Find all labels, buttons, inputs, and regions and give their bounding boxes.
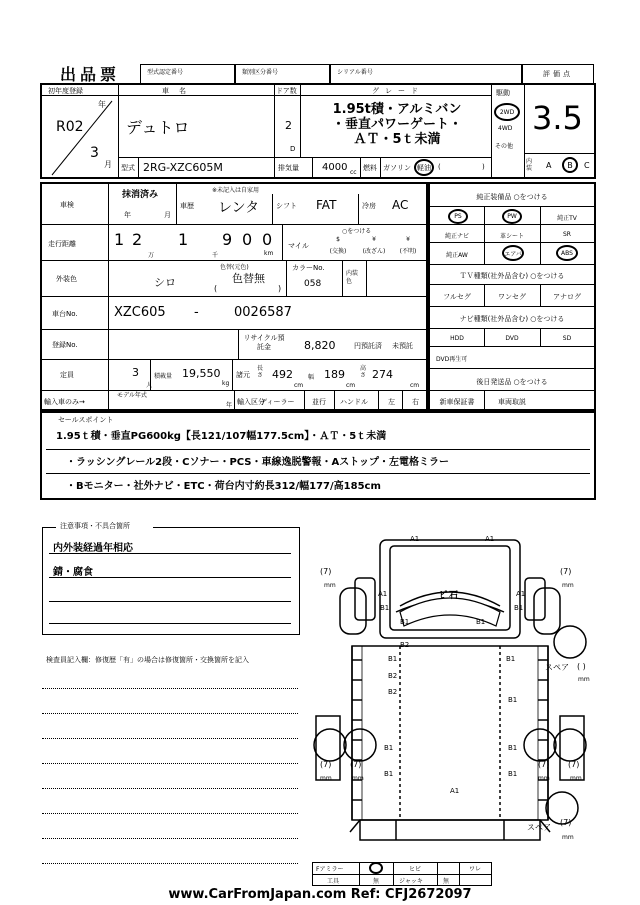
category-number-box xyxy=(235,64,330,84)
notes-box xyxy=(42,527,300,635)
navi-sd: SD xyxy=(562,335,572,342)
original-color: 色替無 xyxy=(232,272,265,285)
details-block xyxy=(40,182,428,411)
spare-bottom-unit: mm xyxy=(562,834,574,841)
rear-bumper xyxy=(360,820,540,840)
tire-depth-rear-right-outer-value: 7 xyxy=(571,760,577,769)
serial-number-label: シリアル番号 xyxy=(337,69,373,76)
mileage-opt2: (改ざん) xyxy=(362,248,386,255)
width-label: 幅 xyxy=(308,374,315,381)
reg-year-unit: 年 xyxy=(98,100,106,109)
ac-value: AC xyxy=(392,198,409,212)
page-title: 出品票 xyxy=(60,65,121,84)
inspection-status: 抹消済み xyxy=(122,190,159,200)
mileage-opt2-symbol: ¥ xyxy=(372,236,376,243)
grade-line-3: ＡＴ・5ｔ未満 xyxy=(353,132,441,147)
score-label: 評価点 xyxy=(543,70,573,78)
mileage-digit-5: 0 xyxy=(242,230,253,249)
history-value: レンタ xyxy=(218,200,260,216)
chassis-prefix: XZC605 xyxy=(114,305,166,320)
drive-other: その他 xyxy=(495,143,514,150)
inspection-year-unit: 年 xyxy=(124,211,131,219)
jack-label: ジャッキ xyxy=(399,878,423,885)
inspection-month-unit: 月 xyxy=(164,211,171,219)
grade-text xyxy=(304,102,490,147)
tire-depth-rear-left-outer: (7) xyxy=(320,760,332,769)
front-right-wheel xyxy=(534,588,560,634)
tire-depth-rear-right-outer-unit: mm xyxy=(570,775,582,782)
shift-value: FAT xyxy=(316,198,337,212)
tire-depth-front-left-value: 7 xyxy=(323,567,329,576)
rear-right-outer-wheel xyxy=(554,729,586,761)
vehicle-name-label: 車名 xyxy=(162,87,196,95)
tire-depth-rear-left-outer-unit: mm xyxy=(320,775,332,782)
registration-no-label: 登録No. xyxy=(52,341,78,349)
reg-era-year: R02 xyxy=(56,119,84,135)
width-unit: cm xyxy=(346,382,356,389)
dmg-b1-body-right-2: B1 xyxy=(508,696,518,704)
interior-grade-a: A xyxy=(546,161,552,170)
equipment-block xyxy=(428,182,596,411)
history-label: 車歴 xyxy=(180,202,194,210)
rear-left-outer-wheel xyxy=(314,729,346,761)
door-suffix: D xyxy=(290,145,296,153)
rear-left-side-bar xyxy=(316,716,340,780)
left-mirror xyxy=(355,578,375,620)
grade-line-1: 1.95t積・アルミバン xyxy=(332,102,462,117)
model-year-label: モデル年式 xyxy=(117,392,147,399)
handle-label: ハンドル xyxy=(340,398,368,406)
ware-label: ワレ xyxy=(469,866,482,873)
rear-right-side-bar xyxy=(560,716,584,780)
mileage-label: 走行距離 xyxy=(48,240,76,248)
right-mirror xyxy=(525,578,545,620)
tire-depth-rear-left-inner-value: 7 xyxy=(353,760,359,769)
doors-label: ドア数 xyxy=(276,87,297,95)
chassis-number: 0026587 xyxy=(234,305,292,320)
dmg-b1-body-right-3: B1 xyxy=(508,744,518,752)
spare-top-unit: mm xyxy=(578,676,590,683)
equip-navi: 純正ナビ xyxy=(444,233,469,240)
f-mirror-circle-icon xyxy=(369,862,383,874)
tire-depth-front-left: (7) xyxy=(320,567,332,576)
dmg-b2-body-3: B2 xyxy=(388,688,398,696)
private-use-notice: ※未記入は自家用 xyxy=(212,187,260,194)
original-color-paren-open: ( xyxy=(214,284,218,293)
spec-label: 諸元 xyxy=(236,371,250,379)
interior-grade-b-circled: B xyxy=(562,157,578,173)
mileage-man-unit: 万 xyxy=(148,252,155,259)
interior-grade-c: C xyxy=(584,161,590,170)
warranty-book: 新車保証書 xyxy=(439,398,475,406)
dmg-b1-body-right-4: B1 xyxy=(508,770,518,778)
tv-fullseg: フルセグ xyxy=(443,293,471,301)
tv-oneseg: ワンセグ xyxy=(498,293,526,301)
load-unit: kg xyxy=(222,380,230,387)
serial-number-box xyxy=(330,64,522,84)
original-color-label: 色替(元色) xyxy=(220,264,249,271)
interior-color-label: 内装色 xyxy=(346,270,359,285)
color-code: 058 xyxy=(304,279,322,289)
mileage-km-unit: km xyxy=(264,250,274,257)
tire-depth-front-right: (7) xyxy=(560,567,572,576)
capacity-unit: 人 xyxy=(146,382,153,389)
ac-label: 冷房 xyxy=(362,202,376,210)
displacement-value: 4000 xyxy=(322,162,348,173)
equip-aw: 純正AW xyxy=(446,252,468,259)
selling-points-block xyxy=(40,411,596,500)
interior-grade-label: 内装 xyxy=(526,158,533,172)
selling-point-line-3: ・Bモニター・社外ナビ・ETC・荷台内寸約長312/幅177/高185cm xyxy=(66,481,381,492)
import-dealer: ディーラー xyxy=(260,398,295,406)
dmg-b1-body-left-1: B1 xyxy=(388,655,398,663)
dmg-b2-body-2: B2 xyxy=(388,672,398,680)
chassis-label: 車台No. xyxy=(52,310,78,318)
dmg-b1-cab-left: B1 xyxy=(400,618,410,626)
height-label: 高さ xyxy=(360,365,367,379)
equip-ps-circled: PS xyxy=(448,209,468,224)
damage-diagram xyxy=(300,520,600,870)
dmg-a1-rear: A1 xyxy=(450,787,460,795)
length-value: 492 xyxy=(272,368,293,381)
drive-4wd: 4WD xyxy=(498,125,513,132)
width-value: 189 xyxy=(324,368,345,381)
tire-depth-rear-right-inner: (7) xyxy=(538,760,550,769)
equipment-title: 純正装備品 ○をつける xyxy=(476,193,548,201)
watermark: www.CarFromJapan.com Ref: CFJ2672097 xyxy=(168,887,472,902)
recycle-amount: 8,820 xyxy=(304,339,336,352)
tv-analog: アナログ xyxy=(553,293,581,301)
dmg-a1-front-right: A1 xyxy=(485,535,495,543)
later-shipping-title: 後日発送品 ○をつける xyxy=(476,378,548,386)
length-unit: cm xyxy=(294,382,304,389)
model-designation-box xyxy=(140,64,235,84)
tool-none: 無 xyxy=(373,878,380,885)
recycle-label: リサイクル預託金 xyxy=(243,334,285,351)
displacement-unit: cc xyxy=(350,169,357,176)
recycle-status-not-deposited: 未預託 xyxy=(392,342,413,350)
rear-right-inner-wheel xyxy=(524,729,556,761)
vehicle-manual: 車両取説 xyxy=(498,398,526,406)
color-code-label: カラーNo. xyxy=(292,264,325,272)
spare-label-bottom: スペア xyxy=(527,823,551,832)
original-color-paren-close: ) xyxy=(278,284,282,293)
grade-label: グレード xyxy=(372,87,424,95)
equip-tv: 純正TV xyxy=(557,215,577,222)
dmg-b1-body-left-3: B1 xyxy=(384,770,394,778)
length-label: 長さ xyxy=(257,365,264,379)
dmg-a1-right: A1 xyxy=(516,590,526,598)
import-only-label: 輸入車のみ→ xyxy=(44,398,85,406)
note-line-1: 内外装経過年相応 xyxy=(53,543,133,554)
spare-label-top: スペア xyxy=(545,663,569,672)
door-count: 2 xyxy=(285,119,292,132)
notes-label: 注意事項・不具合箇所 xyxy=(60,522,130,530)
exterior-color: シロ xyxy=(154,276,176,289)
load-label: 積載量 xyxy=(154,373,173,380)
tire-depth-front-right-value: 7 xyxy=(563,567,569,576)
selling-point-line-1: 1.95ｔ積・垂直PG600kg【長121/107幅177.5cm】・ＡＴ・5ｔ未満 xyxy=(56,431,387,442)
front-left-wheel xyxy=(340,588,366,634)
spare-wheel-top xyxy=(554,626,586,658)
crack-label: ヒビ xyxy=(409,866,422,873)
fuel-other-close: ) xyxy=(482,163,485,171)
selling-point-line-2: ・ラッシングレール2段・Cソナー・PCS・車線逸脱警報・Aストップ・左電格ミラー xyxy=(66,457,449,468)
mileage-opt3-symbol: ¥ xyxy=(406,236,410,243)
tool-label: 工具 xyxy=(327,878,340,885)
shift-label: シフト xyxy=(276,202,297,210)
equip-leather: 革シート xyxy=(499,233,524,240)
fuel-other-open: ( xyxy=(438,163,441,171)
height-value: 274 xyxy=(372,368,393,381)
load-value: 19,550 xyxy=(182,367,221,380)
tire-depth-rear-left-inner-unit: mm xyxy=(352,775,364,782)
navi-type-title: ナビ種類(社外品含む) ○をつける xyxy=(459,315,565,323)
import-parallel: 並行 xyxy=(312,398,326,406)
mileage-sen-unit: 千 xyxy=(212,252,219,259)
tire-depth-front-right-unit: mm xyxy=(562,582,574,589)
handle-right: 右 xyxy=(412,398,419,406)
mileage-circle-instruction: ○をつける xyxy=(342,228,372,235)
dmg-b1-left: B1 xyxy=(380,604,390,612)
bottom-check-table xyxy=(312,862,492,886)
navi-dvd: DVD xyxy=(505,335,519,342)
mileage-opt3: (不明) xyxy=(399,248,417,255)
fuel-label: 燃料 xyxy=(363,164,377,172)
spare-depth-bottom-value: 7 xyxy=(563,818,569,827)
mileage-digit-2: 2 xyxy=(132,230,143,249)
tire-depth-rear-left-outer-value: 7 xyxy=(323,760,329,769)
mileage-digit-3: 1 xyxy=(178,230,189,249)
tire-depth-rear-right-inner-unit: mm xyxy=(538,775,550,782)
mileage-opt1-symbol: $ xyxy=(336,236,340,243)
dmg-b1-body-right-1: B1 xyxy=(506,655,516,663)
drive-label: 駆動 xyxy=(496,89,510,97)
mileage-digit-6: 0 xyxy=(262,230,273,249)
model-label: 型式 xyxy=(121,164,135,172)
reg-month-unit: 月 xyxy=(104,160,112,169)
tire-depth-rear-left-inner: (7) xyxy=(350,760,362,769)
tv-type-title: ＴＶ種類(社外品含む) ○をつける xyxy=(459,272,565,280)
spare-depth-bottom: (7) xyxy=(560,818,572,827)
note-line-2: 錆・腐食 xyxy=(53,567,93,578)
rear-left-inner-wheel xyxy=(344,729,376,761)
mileage-digit-4: 9 xyxy=(222,230,233,249)
category-number-label: 類別区分番号 xyxy=(242,69,279,76)
equip-pw-circled: PW xyxy=(502,209,522,224)
tire-depth-rear-right-inner-value: 7 xyxy=(541,760,547,769)
fuel-gasoline: ガソリン xyxy=(383,164,411,172)
mileage-opt1: (交換) xyxy=(329,248,347,255)
tire-depth-front-left-unit: mm xyxy=(324,582,336,589)
vehicle-name: デュトロ xyxy=(126,118,190,137)
dmg-b2-body-1: B2 xyxy=(400,641,410,649)
grade-line-2: ・垂直パワーゲート・ xyxy=(331,117,462,132)
drive-2wd-circled: 2WD xyxy=(494,103,520,121)
exterior-color-label: 外装色 xyxy=(56,275,77,283)
jack-none: 無 xyxy=(443,878,450,885)
score-header-box xyxy=(522,64,594,84)
recycle-status-deposited: 円預託済 xyxy=(354,342,382,350)
equip-abs-circled: ABS xyxy=(556,245,578,261)
inspection-label: 車検 xyxy=(60,201,74,209)
f-mirror-label: Fアミラー xyxy=(316,866,344,873)
score-value: 3.5 xyxy=(532,99,583,137)
dmg-b1-cab-right: B1 xyxy=(476,618,486,626)
mile-label: マイル xyxy=(288,242,309,250)
fuel-diesel-circled: 軽油 xyxy=(414,159,434,176)
dmg-chip-windshield: ﾋﾞ石 xyxy=(440,591,459,601)
dvd-playable: DVD再生可 xyxy=(436,356,468,363)
model-designation-label: 型式認定番号 xyxy=(147,69,184,76)
chassis-dash: - xyxy=(194,305,199,320)
model-code: 2RG-XZC605M xyxy=(143,161,223,174)
dmg-b1-body-left-2: B1 xyxy=(384,744,394,752)
mileage-digit-1: 1 xyxy=(114,230,125,249)
displacement-label: 排気量 xyxy=(278,164,299,172)
height-unit: cm xyxy=(410,382,420,389)
import-type-label: 輸入区分 xyxy=(237,398,265,406)
dmg-a1-front-left: A1 xyxy=(410,535,420,543)
reg-month: 3 xyxy=(90,145,99,161)
equip-airbag-circled: エアバ xyxy=(502,245,524,261)
capacity-value: 3 xyxy=(132,366,139,379)
equip-sr: SR xyxy=(563,231,571,238)
first-reg-label: 初年度登録 xyxy=(48,87,83,95)
capacity-label: 定員 xyxy=(60,371,74,379)
dmg-a1-left: A1 xyxy=(378,590,388,598)
navi-hdd: HDD xyxy=(450,335,464,342)
model-year-unit: 年 xyxy=(226,402,233,409)
handle-left: 左 xyxy=(388,398,395,406)
selling-points-label: セールスポイント xyxy=(58,416,114,424)
inspector-label: 検査員記入欄：修復歴「有」の場合は修復箇所・交換箇所を記入 xyxy=(46,656,249,664)
tire-depth-rear-right-outer: (7) xyxy=(568,760,580,769)
spare-depth-top: ( ) xyxy=(577,662,586,671)
vehicle-info-block xyxy=(40,83,596,179)
dmg-b1-right: B1 xyxy=(514,604,524,612)
